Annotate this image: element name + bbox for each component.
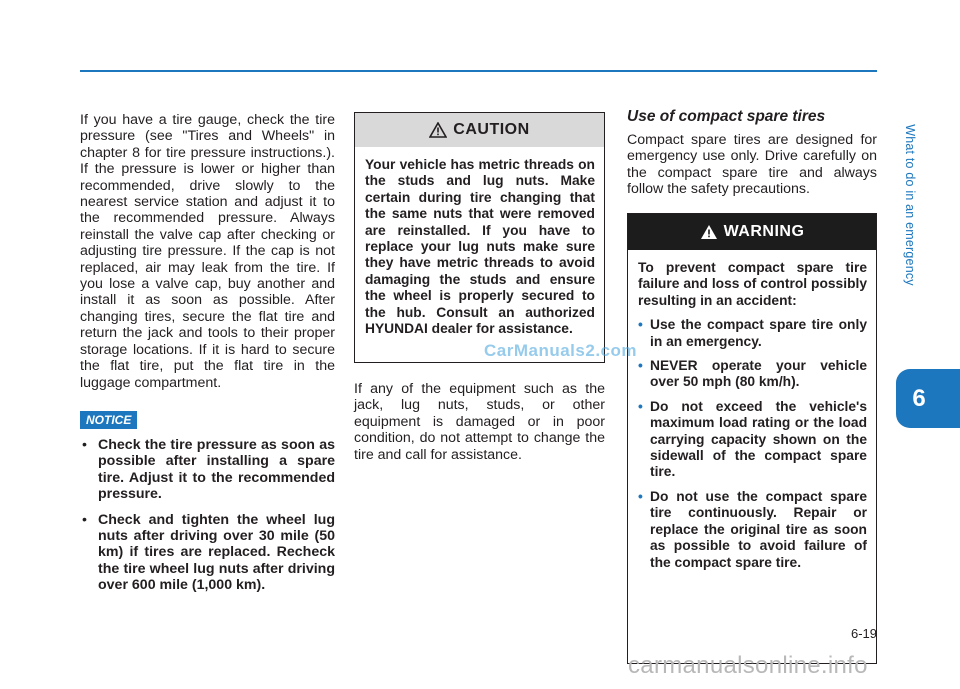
- warning-label: WARNING: [723, 223, 805, 240]
- warning-item: • Use the compact spare tire only in an emergency.: [638, 317, 867, 350]
- warning-item: • Do not use the compact spare tire continuously. Repair or replace the original tire as soon as possible to avoid failure of the compact spare tire.: [638, 489, 867, 571]
- warning-item: • Do not exceed the vehicle's maximum load rating or the load carrying capacity shown on the sidewall of the compact spare tire.: [638, 399, 867, 481]
- watermark-overlay: CarManuals2.com: [484, 341, 637, 360]
- warning-triangle-icon: [429, 122, 447, 138]
- warning-body: [628, 250, 876, 591]
- notice-item: • Check and tighten the wheel lug nuts after driving over 30 mile (50 km) if tires are replaced. Recheck the tire wheel lug nuts after driving over 600 mile (1,000 km).: [80, 512, 335, 594]
- notice-list: [80, 437, 335, 594]
- warning-intro: To prevent compact spare tire failure and loss of control possibly resulting in an accident:: [638, 260, 867, 308]
- damaged-equipment-paragraph: If any of the equipment such as the jack, lug nuts, studs, or other equipment is damaged or in poor condition, do not attempt to change the tire and call for assistance.: [354, 381, 605, 463]
- warning-triangle-icon: [700, 224, 718, 240]
- caution-label: CAUTION: [453, 121, 530, 138]
- chapter-side-title: [897, 40, 923, 370]
- warning-box: [627, 213, 877, 664]
- warning-item: • NEVER operate your vehicle over 50 mph (80 km/h).: [638, 358, 867, 391]
- left-column: [80, 112, 335, 603]
- tire-gauge-paragraph: If you have a tire gauge, check the tire pressure (see "Tires and Wheels" in chapter 8 for tire pressure instructions.). If the pressure is lower or higher than recommended, drive slowly to the nearest service station and adjust it to the recommended pressure. Always reinstall the valve cap after checking or adjusting tire pressure. If the cap is not replaced, air may leak from the tire. If you lose a valve cap, buy another and install it as soon as possible. After changing tires, secure the flat tire and return the jack and tools to their proper storage locations. If it is hard to secure the flat tire, put the flat tire in the luggage compartment.: [80, 112, 335, 391]
- notice-item: • Check the tire pressure as soon as possible after installing a spare tire. Adjust it to the recommended pressure.: [80, 437, 335, 503]
- section-heading: Use of compact spare tires: [627, 108, 826, 125]
- middle-column: [354, 112, 605, 463]
- warning-list: [638, 317, 867, 571]
- header-rule: [80, 70, 877, 72]
- page-number: 6-19: [850, 626, 877, 641]
- caution-header: [355, 113, 604, 147]
- chapter-side-title-text: What to do in an emergency: [903, 124, 918, 286]
- footer-watermark[interactable]: carmanualsonline.info: [628, 652, 868, 679]
- right-column: [627, 108, 877, 570]
- chapter-tab[interactable]: 6: [896, 369, 960, 428]
- caution-box: [354, 112, 605, 363]
- compact-spare-paragraph: Compact spare tires are designed for emergency use only. Drive carefully on the compact spare tire and always follow the safety precautions.: [627, 132, 877, 198]
- warning-header: [628, 214, 876, 250]
- caution-text: Your vehicle has metric threads on the studs and lug nuts. Make certain during tire changing that the same nuts that were removed are reinstalled. If you have to replace your lug nuts make sure they have metric threads to avoid damaging the studs and ensure the wheel is properly secured to the hub. Consult an authorized HYUNDAI dealer for assistance.: [365, 157, 595, 337]
- notice-badge: NOTICE: [80, 411, 137, 429]
